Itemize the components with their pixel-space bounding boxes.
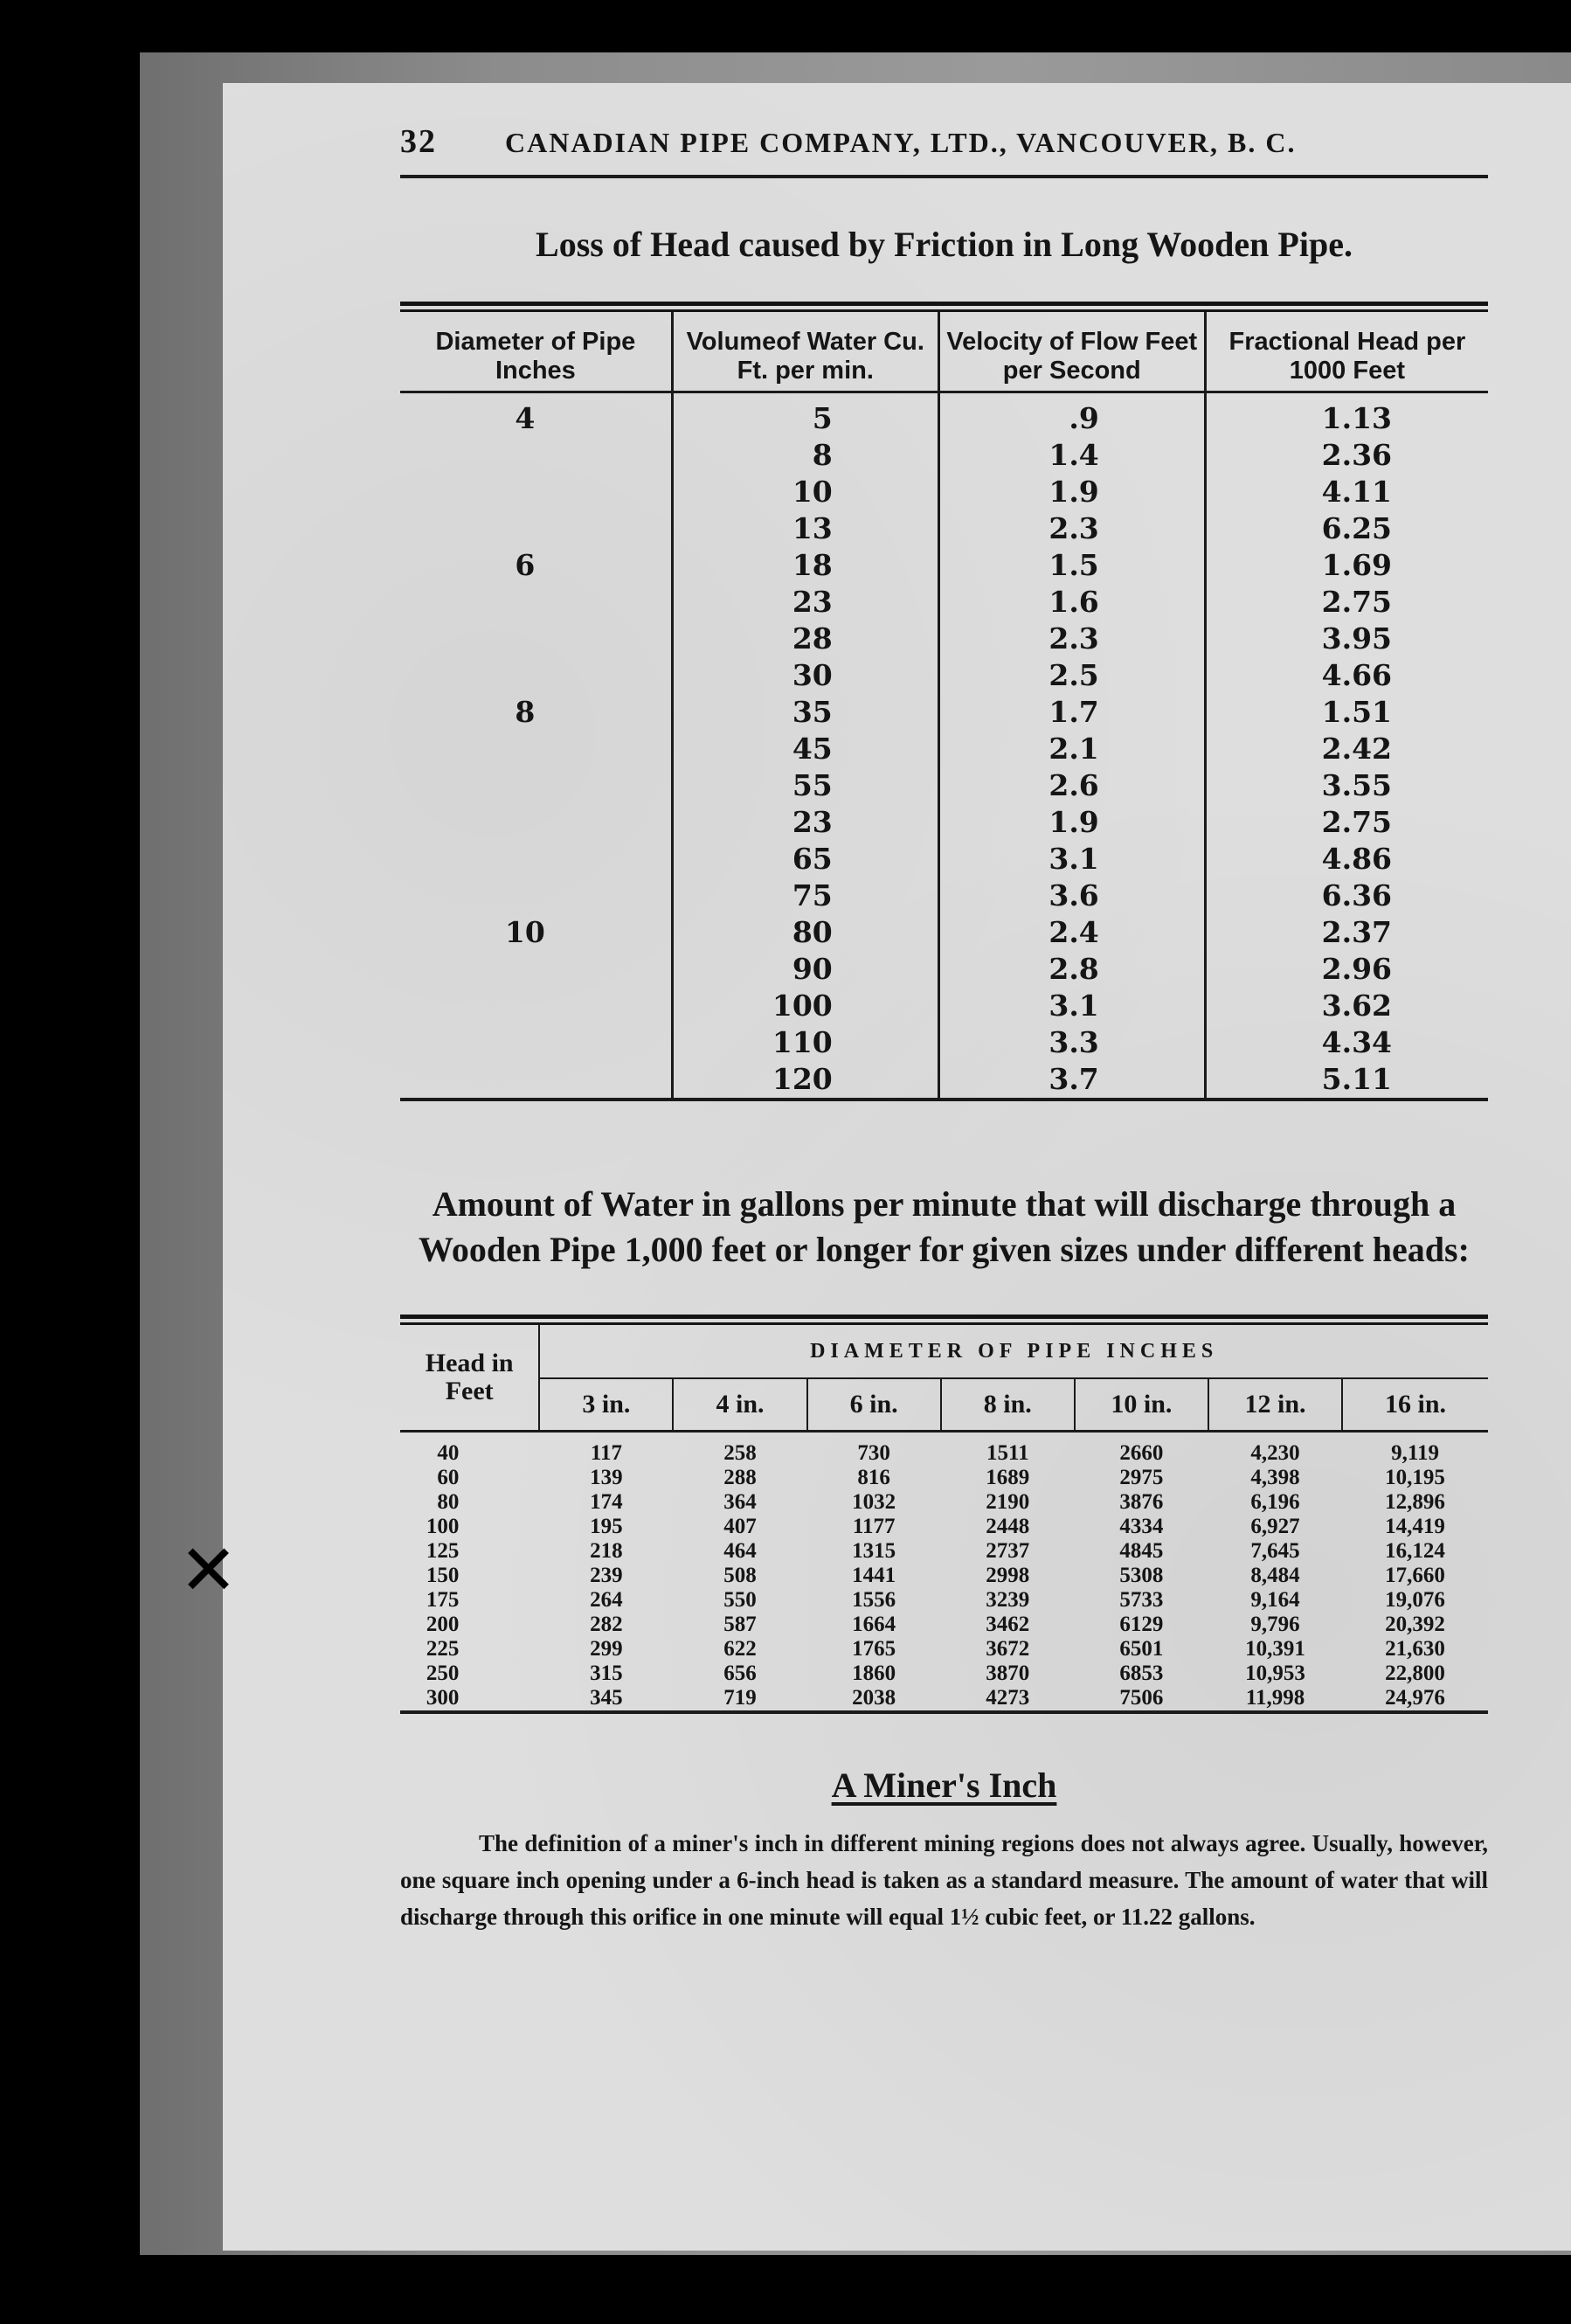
cell-gallons: 282 bbox=[590, 1613, 623, 1636]
table-row bbox=[400, 731, 1488, 767]
col-header-size: 12 in. bbox=[1208, 1378, 1342, 1432]
cell-gallons: 20,392 bbox=[1385, 1613, 1445, 1636]
cell-fractional-head: 1.69 bbox=[1205, 547, 1488, 584]
cell-diameter bbox=[400, 1061, 672, 1098]
table-row bbox=[400, 1061, 1488, 1098]
cell-diameter bbox=[400, 584, 672, 621]
company-name: CANADIAN PIPE COMPANY, LTD., VANCOUVER, B. C. bbox=[505, 127, 1297, 158]
cell-gallons: 5733 bbox=[1119, 1588, 1164, 1612]
cell-gallons: 587 bbox=[723, 1613, 757, 1636]
cell-gallons: 22,800 bbox=[1385, 1661, 1445, 1685]
table1-bottom-rule bbox=[400, 1098, 1488, 1101]
cell-fractional-head: 2.96 bbox=[1205, 951, 1488, 988]
cell-volume: 30 bbox=[672, 657, 938, 694]
cell-gallons: 9,164 bbox=[1250, 1588, 1300, 1612]
table-row bbox=[400, 1432, 1488, 1467]
cell-gallons: 1556 bbox=[852, 1588, 896, 1612]
cell-gallons: 2448 bbox=[986, 1515, 1030, 1538]
table-row bbox=[400, 1466, 1488, 1490]
cell-gallons: 315 bbox=[590, 1661, 623, 1685]
cell-gallons: 2190 bbox=[986, 1490, 1030, 1514]
col-header-size: 16 in. bbox=[1342, 1378, 1488, 1432]
cell-velocity: 1.7 bbox=[938, 694, 1205, 731]
cell-velocity: 1.5 bbox=[938, 547, 1205, 584]
cell-gallons: 24,976 bbox=[1385, 1686, 1445, 1710]
cell-volume: 18 bbox=[672, 547, 938, 584]
table-row bbox=[400, 1490, 1488, 1515]
cell-gallons: 508 bbox=[723, 1564, 757, 1587]
cell-diameter bbox=[400, 437, 672, 474]
cell-gallons: 10,195 bbox=[1385, 1466, 1445, 1489]
table2-size-row bbox=[400, 1378, 1488, 1432]
table-row bbox=[400, 392, 1488, 438]
margin-x-mark: ✕ bbox=[179, 1530, 239, 1611]
table-row bbox=[400, 841, 1488, 878]
cell-fractional-head: 4.66 bbox=[1205, 657, 1488, 694]
cell-velocity: 2.6 bbox=[938, 767, 1205, 804]
cell-gallons: 622 bbox=[723, 1637, 757, 1661]
page-number: 32 bbox=[400, 123, 437, 160]
cell-diameter bbox=[400, 951, 672, 988]
cell-gallons: 21,630 bbox=[1385, 1637, 1445, 1661]
cell-diameter bbox=[400, 878, 672, 914]
cell-gallons: 4845 bbox=[1119, 1539, 1164, 1563]
table-row bbox=[400, 510, 1488, 547]
cell-fractional-head: 2.36 bbox=[1205, 437, 1488, 474]
cell-gallons: 1765 bbox=[852, 1637, 896, 1661]
cell-gallons: 730 bbox=[857, 1441, 890, 1465]
table-row bbox=[400, 1588, 1488, 1613]
cell-fractional-head: 4.11 bbox=[1205, 474, 1488, 510]
cell-volume: 75 bbox=[672, 878, 938, 914]
cell-gallons: 12,896 bbox=[1385, 1490, 1445, 1514]
table2-group-row bbox=[400, 1325, 1488, 1378]
cell-gallons: 6129 bbox=[1119, 1613, 1164, 1636]
cell-velocity: 3.1 bbox=[938, 841, 1205, 878]
table-row bbox=[400, 694, 1488, 731]
running-head bbox=[400, 122, 1488, 175]
cell-diameter: 10 bbox=[504, 915, 545, 949]
cell-gallons: 11,998 bbox=[1245, 1686, 1305, 1710]
cell-gallons: 4,230 bbox=[1250, 1441, 1300, 1465]
cell-gallons: 1860 bbox=[852, 1661, 896, 1685]
cell-velocity: 2.4 bbox=[938, 914, 1205, 951]
cell-velocity: 2.3 bbox=[938, 621, 1205, 657]
table-row bbox=[400, 1539, 1488, 1564]
table-row bbox=[400, 584, 1488, 621]
cell-diameter: 8 bbox=[515, 695, 536, 729]
cell-head-feet: 40 bbox=[437, 1441, 460, 1465]
table2-body bbox=[400, 1432, 1488, 1711]
cell-velocity: 2.3 bbox=[938, 510, 1205, 547]
cell-diameter: 4 bbox=[515, 401, 536, 435]
cell-gallons: 2660 bbox=[1119, 1441, 1164, 1465]
cell-volume: 5 bbox=[672, 392, 938, 438]
cell-gallons: 4334 bbox=[1119, 1515, 1164, 1538]
col-header-size: 4 in. bbox=[673, 1378, 806, 1432]
cell-gallons: 299 bbox=[590, 1637, 623, 1661]
cell-volume: 110 bbox=[672, 1024, 938, 1061]
table-row bbox=[400, 1515, 1488, 1539]
cell-fractional-head: 3.95 bbox=[1205, 621, 1488, 657]
cell-velocity: 3.6 bbox=[938, 878, 1205, 914]
cell-gallons: 719 bbox=[723, 1686, 757, 1710]
cell-fractional-head: 2.37 bbox=[1205, 914, 1488, 951]
cell-diameter bbox=[400, 621, 672, 657]
col-header-size: 8 in. bbox=[941, 1378, 1075, 1432]
table1-top-rule bbox=[400, 302, 1488, 312]
cell-gallons: 9,796 bbox=[1250, 1613, 1300, 1636]
cell-fractional-head: 1.51 bbox=[1205, 694, 1488, 731]
cell-volume: 35 bbox=[672, 694, 938, 731]
cell-head-feet: 150 bbox=[426, 1564, 460, 1587]
cell-velocity: 3.1 bbox=[938, 988, 1205, 1024]
cell-diameter bbox=[400, 767, 672, 804]
miners-inch-title: A Miner's Inch bbox=[831, 1766, 1057, 1805]
cell-volume: 80 bbox=[672, 914, 938, 951]
cell-gallons: 195 bbox=[590, 1515, 623, 1538]
cell-gallons: 19,076 bbox=[1385, 1588, 1445, 1612]
cell-fractional-head: 5.11 bbox=[1205, 1061, 1488, 1098]
cell-fractional-head: 2.75 bbox=[1205, 804, 1488, 841]
cell-gallons: 218 bbox=[590, 1539, 623, 1563]
cell-gallons: 2975 bbox=[1119, 1466, 1164, 1489]
cell-gallons: 6,927 bbox=[1250, 1515, 1300, 1538]
table-row bbox=[400, 767, 1488, 804]
cell-volume: 55 bbox=[672, 767, 938, 804]
table1-header-row bbox=[400, 312, 1488, 392]
cell-gallons: 2038 bbox=[852, 1686, 896, 1710]
cell-velocity: 1.9 bbox=[938, 804, 1205, 841]
table-row bbox=[400, 988, 1488, 1024]
cell-diameter bbox=[400, 988, 672, 1024]
col-header-fractional-head: Fractional Head per 1000 Feet bbox=[1205, 312, 1488, 392]
table-row bbox=[400, 657, 1488, 694]
col-header-size: 6 in. bbox=[807, 1378, 941, 1432]
cell-fractional-head: 4.34 bbox=[1205, 1024, 1488, 1061]
col-header-volume: Volumeof Water Cu. Ft. per min. bbox=[672, 312, 938, 392]
cell-fractional-head: 2.42 bbox=[1205, 731, 1488, 767]
table-row bbox=[400, 1564, 1488, 1588]
cell-velocity: 1.4 bbox=[938, 437, 1205, 474]
cell-gallons: 345 bbox=[590, 1686, 623, 1710]
cell-velocity: 1.6 bbox=[938, 584, 1205, 621]
cell-gallons: 10,391 bbox=[1245, 1637, 1305, 1661]
cell-gallons: 1664 bbox=[852, 1613, 896, 1636]
cell-diameter bbox=[400, 474, 672, 510]
cell-gallons: 550 bbox=[723, 1588, 757, 1612]
col-header-size: 3 in. bbox=[539, 1378, 673, 1432]
cell-velocity: 2.1 bbox=[938, 731, 1205, 767]
cell-gallons: 1441 bbox=[852, 1564, 896, 1587]
cell-gallons: 656 bbox=[723, 1661, 757, 1685]
table-row bbox=[400, 621, 1488, 657]
cell-velocity: 3.7 bbox=[938, 1061, 1205, 1098]
cell-volume: 45 bbox=[672, 731, 938, 767]
col-header-velocity: Velocity of Flow Feet per Second bbox=[938, 312, 1205, 392]
col-group-diameter: DIAMETER OF PIPE INCHES bbox=[539, 1325, 1488, 1378]
cell-gallons: 117 bbox=[590, 1441, 622, 1465]
cell-volume: 100 bbox=[672, 988, 938, 1024]
cell-head-feet: 250 bbox=[426, 1661, 460, 1685]
cell-gallons: 4273 bbox=[986, 1686, 1030, 1710]
cell-diameter bbox=[400, 1024, 672, 1061]
cell-velocity: 1.9 bbox=[938, 474, 1205, 510]
cell-head-feet: 80 bbox=[437, 1490, 460, 1514]
cell-volume: 120 bbox=[672, 1061, 938, 1098]
header-rule bbox=[400, 175, 1488, 178]
friction-loss-table bbox=[400, 312, 1488, 1098]
cell-gallons: 407 bbox=[723, 1515, 757, 1538]
cell-fractional-head: 2.75 bbox=[1205, 584, 1488, 621]
cell-fractional-head: 6.36 bbox=[1205, 878, 1488, 914]
cell-gallons: 2998 bbox=[986, 1564, 1030, 1587]
table-row bbox=[400, 437, 1488, 474]
table-row bbox=[400, 914, 1488, 951]
table-row bbox=[400, 951, 1488, 988]
table-row bbox=[400, 1686, 1488, 1710]
cell-head-feet: 100 bbox=[426, 1515, 460, 1538]
cell-gallons: 6501 bbox=[1119, 1637, 1164, 1661]
cell-diameter bbox=[400, 510, 672, 547]
cell-volume: 10 bbox=[672, 474, 938, 510]
table-row bbox=[400, 1024, 1488, 1061]
cell-fractional-head: 3.62 bbox=[1205, 988, 1488, 1024]
cell-diameter bbox=[400, 731, 672, 767]
cell-fractional-head: 3.55 bbox=[1205, 767, 1488, 804]
miners-inch-paragraph: The definition of a miner's inch in different mining regions does not always agree. Usually, however, one square inch opening under a 6-inch head is taken as a standard measure. The amount of water that will discharge through this orifice in one minute will equal 1½ cubic feet, or 11.22 gallons. bbox=[400, 1830, 1488, 1930]
cell-gallons: 1511 bbox=[986, 1441, 1029, 1465]
cell-velocity: 3.3 bbox=[938, 1024, 1205, 1061]
table-row bbox=[400, 547, 1488, 584]
cell-velocity: 2.8 bbox=[938, 951, 1205, 988]
cell-gallons: 5308 bbox=[1119, 1564, 1164, 1587]
page-content bbox=[400, 122, 1488, 1935]
cell-gallons: 139 bbox=[590, 1466, 623, 1489]
cell-gallons: 7506 bbox=[1119, 1686, 1164, 1710]
cell-volume: 8 bbox=[672, 437, 938, 474]
cell-gallons: 4,398 bbox=[1250, 1466, 1300, 1489]
table-row bbox=[400, 878, 1488, 914]
cell-gallons: 258 bbox=[723, 1441, 757, 1465]
cell-gallons: 9,119 bbox=[1391, 1441, 1439, 1465]
cell-gallons: 14,419 bbox=[1385, 1515, 1445, 1538]
cell-gallons: 3876 bbox=[1119, 1490, 1164, 1514]
cell-gallons: 464 bbox=[723, 1539, 757, 1563]
cell-head-feet: 300 bbox=[426, 1686, 460, 1710]
cell-fractional-head: 1.13 bbox=[1205, 392, 1488, 438]
table-row bbox=[400, 474, 1488, 510]
cell-gallons: 6,196 bbox=[1250, 1490, 1300, 1514]
cell-gallons: 288 bbox=[723, 1466, 757, 1489]
table2-top-rule bbox=[400, 1315, 1488, 1325]
cell-head-feet: 60 bbox=[437, 1466, 460, 1489]
table1-title: Loss of Head caused by Friction in Long Wooden Pipe. bbox=[536, 225, 1353, 264]
cell-velocity: .9 bbox=[938, 392, 1205, 438]
col-header-size: 10 in. bbox=[1075, 1378, 1208, 1432]
cell-gallons: 364 bbox=[723, 1490, 757, 1514]
cell-diameter bbox=[400, 841, 672, 878]
cell-volume: 90 bbox=[672, 951, 938, 988]
cell-gallons: 1177 bbox=[852, 1515, 896, 1538]
cell-gallons: 174 bbox=[590, 1490, 623, 1514]
cell-head-feet: 225 bbox=[426, 1637, 460, 1661]
cell-volume: 23 bbox=[672, 584, 938, 621]
cell-gallons: 6853 bbox=[1119, 1661, 1164, 1685]
cell-gallons: 239 bbox=[590, 1564, 623, 1587]
cell-gallons: 1689 bbox=[986, 1466, 1030, 1489]
cell-gallons: 17,660 bbox=[1385, 1564, 1445, 1587]
cell-head-feet: 200 bbox=[426, 1613, 460, 1636]
col-header-diameter: Diameter of Pipe Inches bbox=[400, 312, 672, 392]
cell-volume: 23 bbox=[672, 804, 938, 841]
cell-diameter bbox=[400, 804, 672, 841]
table-row bbox=[400, 1613, 1488, 1637]
cell-gallons: 2737 bbox=[986, 1539, 1030, 1563]
cell-gallons: 3462 bbox=[986, 1613, 1030, 1636]
table1-body bbox=[400, 392, 1488, 1099]
cell-fractional-head: 6.25 bbox=[1205, 510, 1488, 547]
cell-gallons: 3672 bbox=[986, 1637, 1030, 1661]
cell-gallons: 1315 bbox=[852, 1539, 896, 1563]
cell-gallons: 3870 bbox=[986, 1661, 1030, 1685]
cell-gallons: 264 bbox=[590, 1588, 623, 1612]
cell-fractional-head: 4.86 bbox=[1205, 841, 1488, 878]
table2-bottom-rule bbox=[400, 1710, 1488, 1714]
cell-head-feet: 125 bbox=[426, 1539, 460, 1563]
cell-gallons: 8,484 bbox=[1250, 1564, 1300, 1587]
cell-volume: 28 bbox=[672, 621, 938, 657]
cell-gallons: 16,124 bbox=[1385, 1539, 1445, 1563]
cell-velocity: 2.5 bbox=[938, 657, 1205, 694]
discharge-table bbox=[400, 1325, 1488, 1710]
cell-gallons: 7,645 bbox=[1250, 1539, 1300, 1563]
cell-diameter: 6 bbox=[515, 548, 536, 582]
table-row bbox=[400, 1661, 1488, 1686]
table2-title: Amount of Water in gallons per minute that will discharge through a Wooden Pipe 1,000 feet or longer for given sizes under different heads: bbox=[419, 1184, 1470, 1269]
col-header-head-in-feet: Head in Feet bbox=[400, 1325, 539, 1432]
cell-gallons: 816 bbox=[857, 1466, 890, 1489]
cell-gallons: 3239 bbox=[986, 1588, 1030, 1612]
cell-volume: 13 bbox=[672, 510, 938, 547]
table-row bbox=[400, 1637, 1488, 1661]
cell-gallons: 1032 bbox=[852, 1490, 896, 1514]
cell-volume: 65 bbox=[672, 841, 938, 878]
cell-gallons: 10,953 bbox=[1245, 1661, 1305, 1685]
cell-head-feet: 175 bbox=[426, 1588, 460, 1612]
table-row bbox=[400, 804, 1488, 841]
cell-diameter bbox=[400, 657, 672, 694]
